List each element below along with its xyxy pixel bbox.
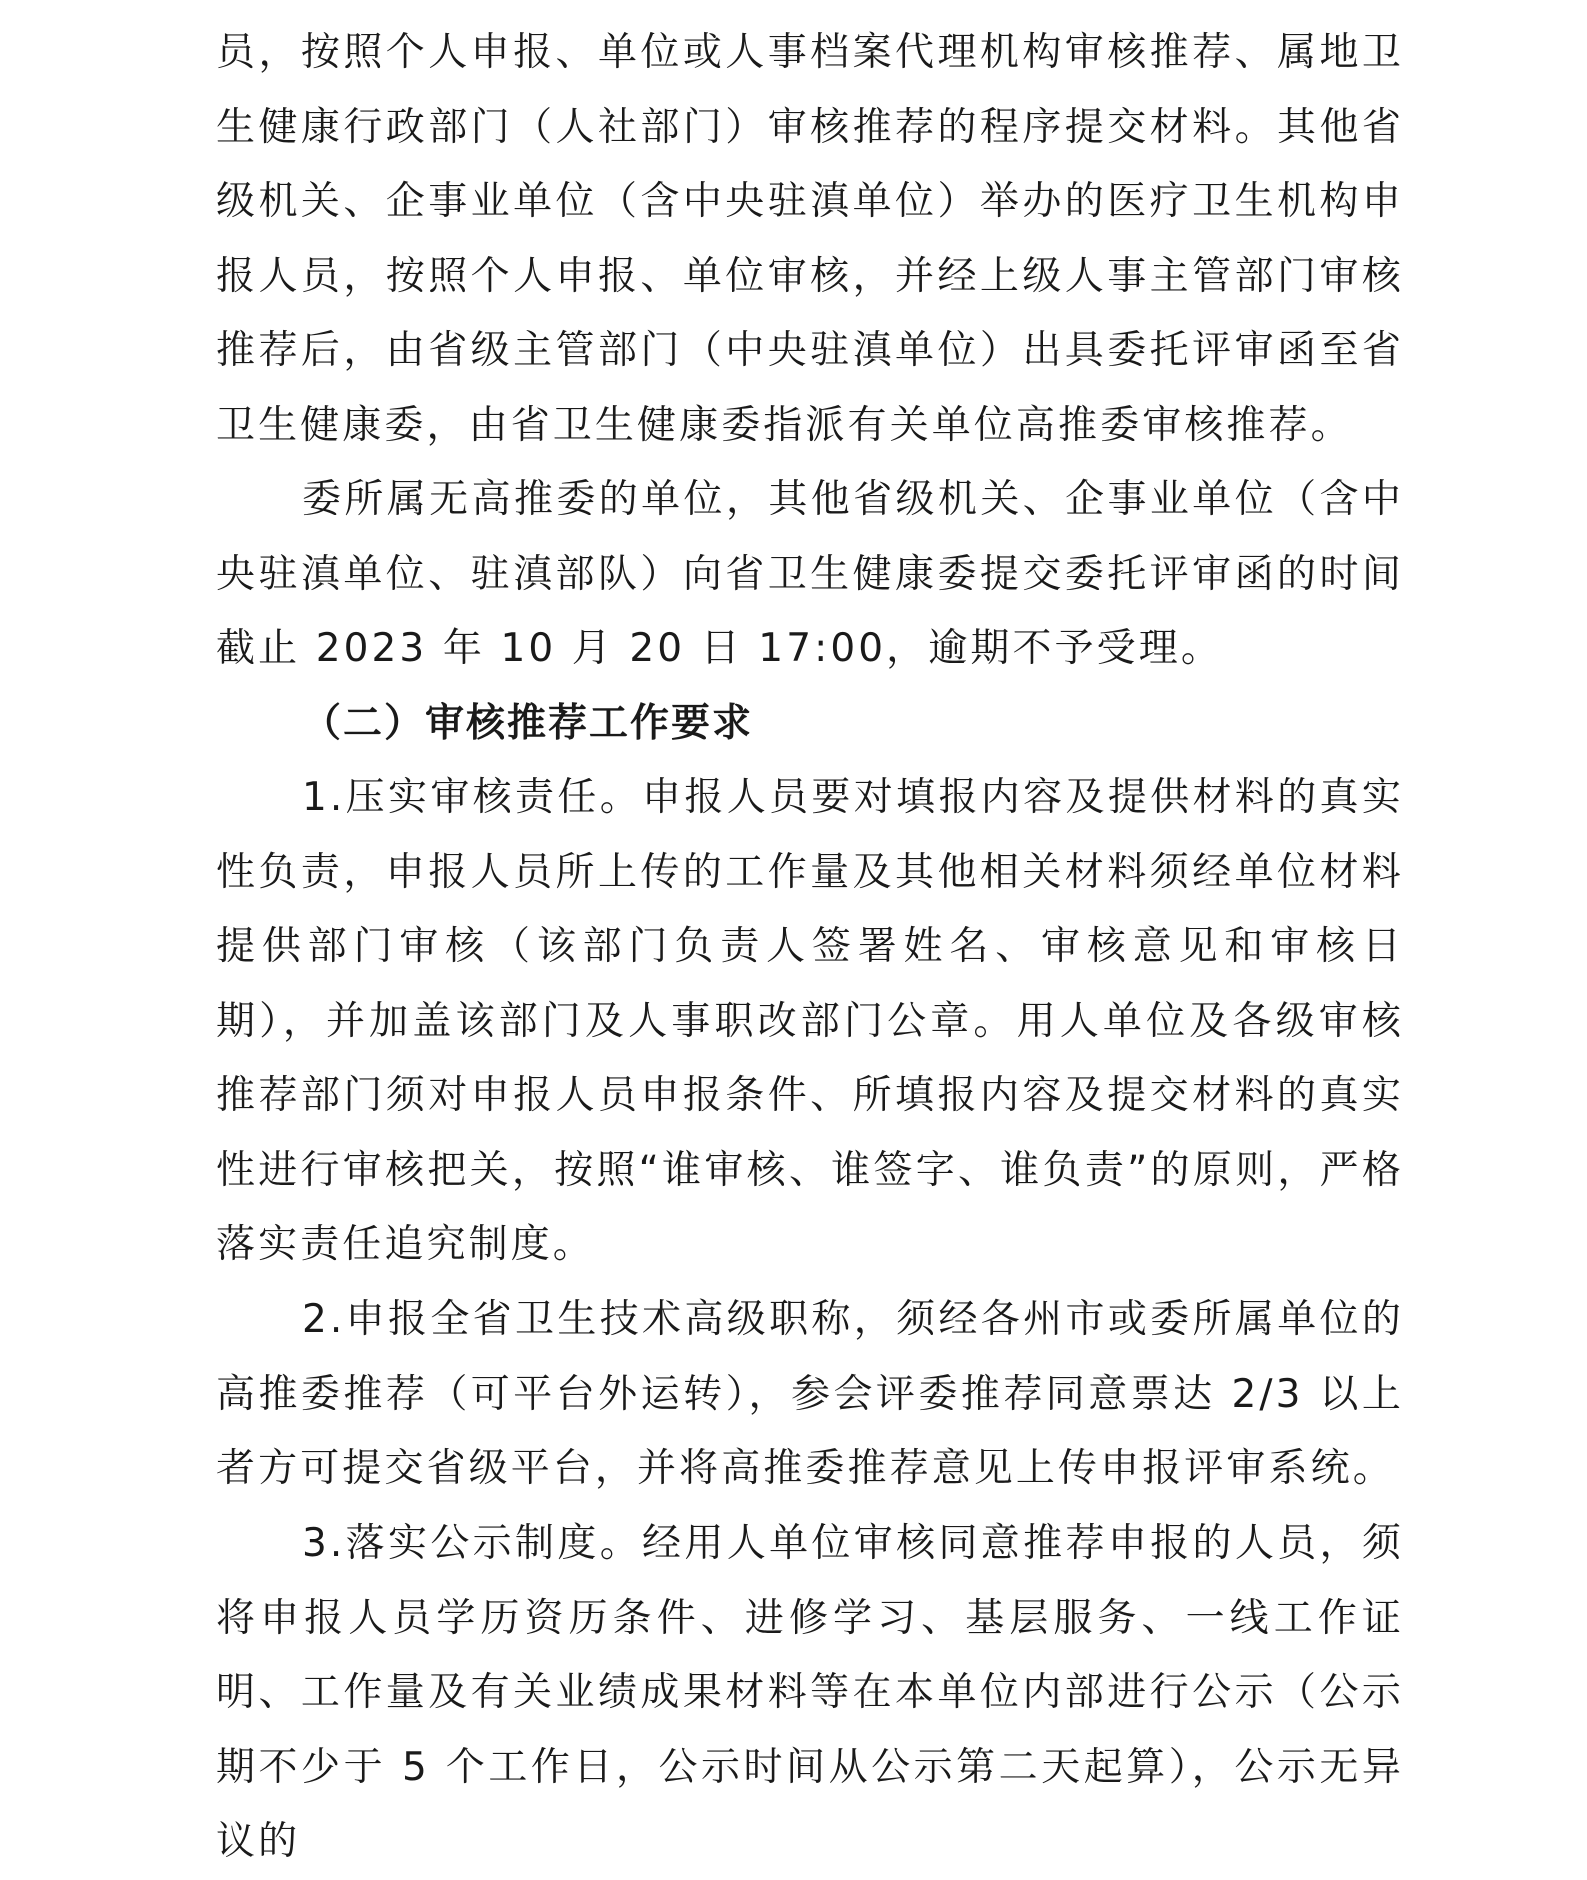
paragraph-submission-procedure: 员，按照个人申报、单位或人事档案代理机构审核推荐、属地卫生健康行政部门（人社部门）审核推荐的程序提交材料。其他省级机关、企事业单位（含中央驻滇单位）举办的医疗卫生机构申报人员，按照个人申报、单位审核，并经上级人事主管部门审核推荐后，由省级主管部门（中央驻滇单位）出具委托评审函至省卫生健康委，由省卫生健康委指派有关单位高推委审核推荐。 [216, 30, 1404, 448]
section-heading-review-requirements: （二）审核推荐工作要求 [302, 701, 754, 746]
paragraph-review-responsibility: 1.压实审核责任。申报人员要对填报内容及提供材料的真实性负责，申报人员所上传的工作量及其他相关材料须经单位材料提供部门审核（该部门负责人签署姓名、审核意见和审核日期），并加盖该部门及人事职改部门公章。用人单位及各级审核推荐部门须对申报人员申报条件、所填报内容及提交材料的真实性进行审核把关，按照“谁审核、谁签字、谁负责”的原则，严格落实责任追究制度。 [216, 775, 1404, 1267]
paragraph-publicity-system: 3.落实公示制度。经用人单位审核同意推荐申报的人员，须将申报人员学历资历条件、进修学习、基层服务、一线工作证明、工作量及有关业绩成果材料等在本单位内部进行公示（公示期不少于 5 个工作日，公示时间从公示第二天起算），公示无异议的 [216, 1521, 1404, 1864]
paragraph-deadline: 委所属无高推委的单位，其他省级机关、企事业单位（含中央驻滇单位、驻滇部队）向省卫生健康委提交委托评审函的时间截止 2023 年 10 月 20 日 17:00，逾期不予受理。 [216, 477, 1404, 671]
paragraph-recommendation-committee: 2.申报全省卫生技术高级职称，须经各州市或委所属单位的高推委推荐（可平台外运转），参会评委推荐同意票达 2/3 以上者方可提交省级平台，并将高推委推荐意见上传申报评审系统。 [216, 1297, 1404, 1491]
